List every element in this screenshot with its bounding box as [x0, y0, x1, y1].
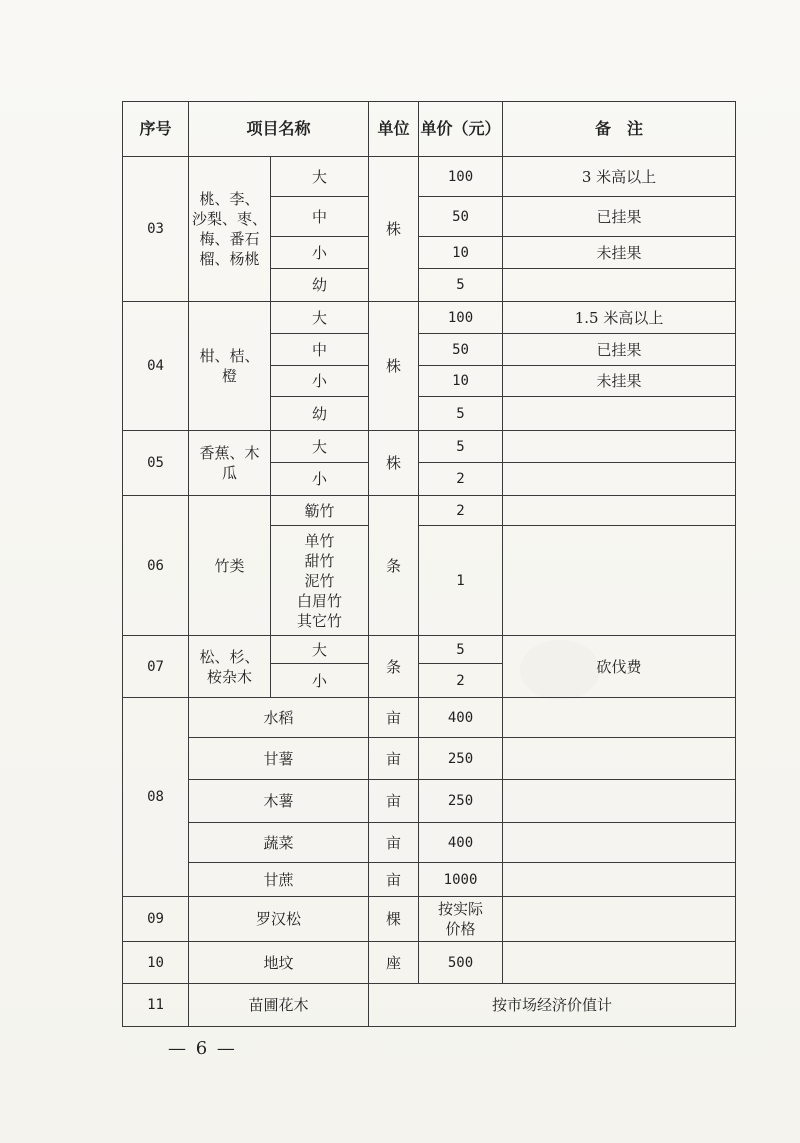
note-cell — [503, 780, 736, 823]
note-cell — [503, 431, 736, 463]
seq-cell: 07 — [123, 636, 189, 698]
item-name-cell: 柑、桔、 橙 — [189, 302, 271, 431]
size-cell: 大 — [271, 431, 369, 463]
header-seq: 序号 — [123, 102, 189, 157]
item-name-cell: 甘蔗 — [189, 863, 369, 897]
unit-cell: 株 — [369, 302, 419, 431]
item-name-cell: 苗圃花木 — [189, 984, 369, 1027]
note-cell: 未挂果 — [503, 366, 736, 397]
unit-cell: 亩 — [369, 863, 419, 897]
price-cell: 2 — [419, 496, 503, 526]
price-cell: 400 — [419, 823, 503, 863]
note-cell: 1.5 米高以上 — [503, 302, 736, 334]
price-cell: 500 — [419, 942, 503, 984]
seq-cell: 03 — [123, 157, 189, 302]
table-row — [123, 698, 736, 738]
unit-cell: 亩 — [369, 780, 419, 823]
note-cell — [503, 698, 736, 738]
item-name-cell: 水稻 — [189, 698, 369, 738]
item-name-cell: 竹类 — [189, 496, 271, 636]
price-cell: 250 — [419, 738, 503, 780]
note-cell — [503, 942, 736, 984]
unit-cell: 亩 — [369, 823, 419, 863]
price-cell: 50 — [419, 334, 503, 366]
item-name-cell: 蔬菜 — [189, 823, 369, 863]
price-cell: 按实际 价格 — [419, 897, 503, 942]
item-name-cell: 罗汉松 — [189, 897, 369, 942]
seq-cell: 11 — [123, 984, 189, 1027]
unit-cell: 亩 — [369, 738, 419, 780]
size-cell: 单竹 甜竹 泥竹 白眉竹 其它竹 — [271, 526, 369, 636]
price-cell: 5 — [419, 269, 503, 302]
table-row — [123, 738, 736, 780]
price-cell: 10 — [419, 237, 503, 269]
table-row — [123, 636, 736, 664]
price-cell: 100 — [419, 302, 503, 334]
note-cell: 未挂果 — [503, 237, 736, 269]
header-note: 备 注 — [503, 102, 736, 157]
table-row — [123, 780, 736, 823]
seq-cell: 04 — [123, 302, 189, 431]
price-cell: 400 — [419, 698, 503, 738]
table-row — [123, 942, 736, 984]
unit-cell: 条 — [369, 636, 419, 698]
note-cell — [503, 496, 736, 526]
item-name-cell: 地坟 — [189, 942, 369, 984]
unit-cell: 棵 — [369, 897, 419, 942]
note-cell — [503, 463, 736, 496]
table-row — [123, 897, 736, 942]
header-name: 项目名称 — [189, 102, 369, 157]
unit-cell: 条 — [369, 496, 419, 636]
size-cell: 大 — [271, 636, 369, 664]
price-cell: 250 — [419, 780, 503, 823]
size-cell: 簕竹 — [271, 496, 369, 526]
note-cell — [503, 863, 736, 897]
size-cell: 幼 — [271, 269, 369, 302]
note-cell: 已挂果 — [503, 334, 736, 366]
header-unit: 单位 — [369, 102, 419, 157]
size-cell: 小 — [271, 463, 369, 496]
table-row — [123, 157, 736, 197]
size-cell: 中 — [271, 197, 369, 237]
seq-cell: 08 — [123, 698, 189, 897]
note-cell: 砍伐费 — [503, 636, 736, 698]
note-cell — [503, 738, 736, 780]
price-cell: 50 — [419, 197, 503, 237]
table-row — [123, 496, 736, 526]
item-name-cell: 松、杉、 桉杂木 — [189, 636, 271, 698]
price-cell: 1000 — [419, 863, 503, 897]
price-cell: 5 — [419, 397, 503, 431]
page-number: — 6 — — [168, 1038, 237, 1059]
table-row — [123, 984, 736, 1027]
note-cell: 按市场经济价值计 — [369, 984, 736, 1027]
note-cell — [503, 397, 736, 431]
unit-cell: 株 — [369, 157, 419, 302]
item-name-cell: 香蕉、木 瓜 — [189, 431, 271, 496]
item-name-cell: 甘薯 — [189, 738, 369, 780]
note-cell — [503, 897, 736, 942]
seq-cell: 06 — [123, 496, 189, 636]
size-cell: 小 — [271, 366, 369, 397]
table-header-row — [123, 102, 736, 157]
table-row — [123, 302, 736, 334]
note-cell: 3 米高以上 — [503, 157, 736, 197]
price-cell: 10 — [419, 366, 503, 397]
price-cell: 5 — [419, 636, 503, 664]
size-cell: 幼 — [271, 397, 369, 431]
unit-cell: 座 — [369, 942, 419, 984]
price-cell: 1 — [419, 526, 503, 636]
item-name-cell: 桃、李、 沙梨、枣、 梅、番石 榴、杨桃 — [189, 157, 271, 302]
note-cell — [503, 823, 736, 863]
seq-cell: 10 — [123, 942, 189, 984]
size-cell: 小 — [271, 664, 369, 698]
price-cell: 5 — [419, 431, 503, 463]
price-cell: 100 — [419, 157, 503, 197]
table-row — [123, 431, 736, 463]
price-cell: 2 — [419, 664, 503, 698]
note-cell — [503, 269, 736, 302]
table-row — [123, 823, 736, 863]
size-cell: 中 — [271, 334, 369, 366]
unit-cell: 株 — [369, 431, 419, 496]
seq-cell: 05 — [123, 431, 189, 496]
note-cell: 已挂果 — [503, 197, 736, 237]
header-price: 单价（元） — [419, 102, 503, 157]
item-name-cell: 木薯 — [189, 780, 369, 823]
seq-cell: 09 — [123, 897, 189, 942]
table-row — [123, 863, 736, 897]
compensation-table — [122, 101, 736, 1027]
size-cell: 大 — [271, 157, 369, 197]
price-cell: 2 — [419, 463, 503, 496]
size-cell: 小 — [271, 237, 369, 269]
size-cell: 大 — [271, 302, 369, 334]
unit-cell: 亩 — [369, 698, 419, 738]
note-cell — [503, 526, 736, 636]
